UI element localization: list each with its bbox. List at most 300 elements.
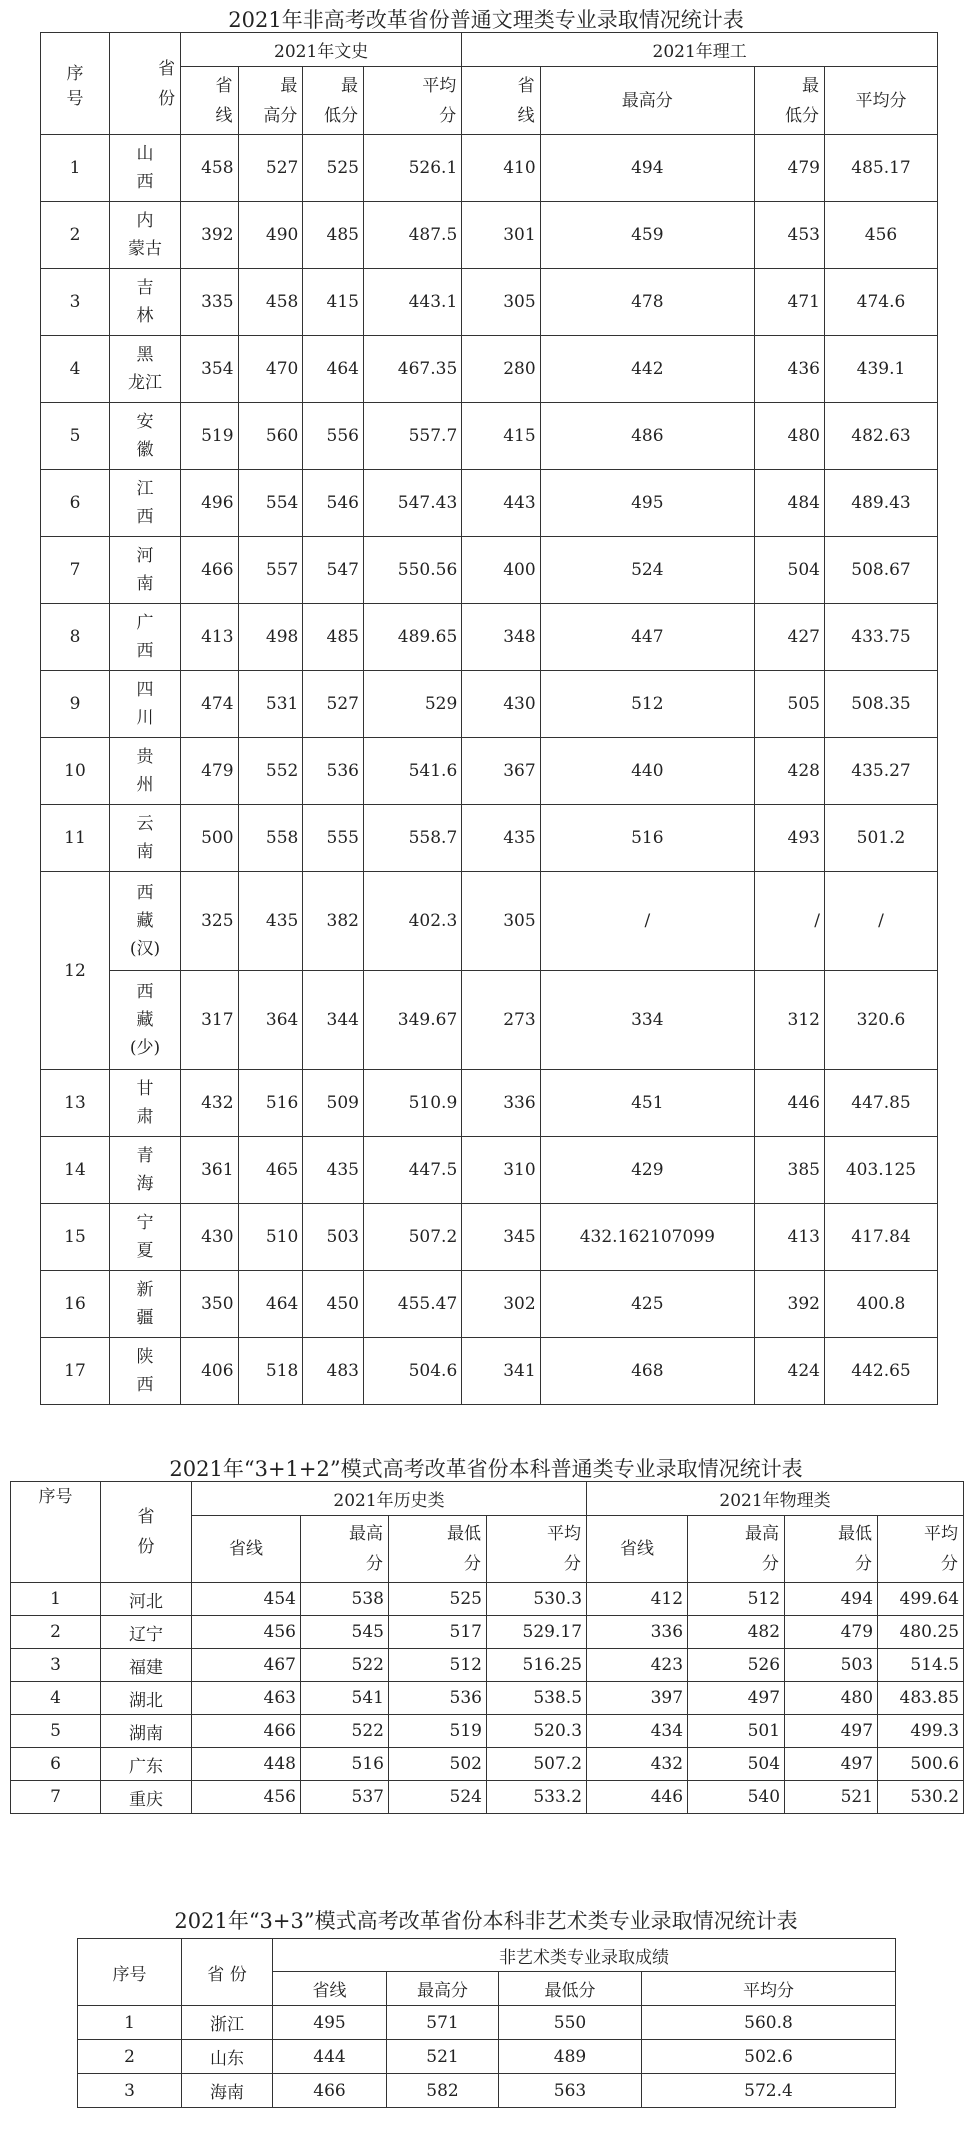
- value-cell: 522: [301, 1715, 389, 1748]
- value-cell: 490: [238, 202, 303, 269]
- value-cell: 397: [587, 1682, 688, 1715]
- row-index: 5: [11, 1715, 101, 1748]
- value-cell: 464: [238, 1271, 303, 1338]
- province-line: 西: [136, 507, 154, 527]
- row-province: [109, 971, 180, 1070]
- value-cell: 533.2: [487, 1781, 587, 1814]
- value-cell: 427: [754, 604, 824, 671]
- value-cell: 402.3: [363, 872, 461, 971]
- row-province: 重庆: [101, 1781, 192, 1814]
- row-province: 浙江: [182, 2006, 273, 2040]
- value-cell: 350: [181, 1271, 238, 1338]
- value-cell: 558: [238, 805, 303, 872]
- subheader-line: 省线: [620, 1539, 655, 1559]
- value-cell: 312: [754, 971, 824, 1070]
- value-cell: 367: [462, 738, 540, 805]
- subheader-line: 低分: [323, 105, 358, 126]
- value-cell: 497: [785, 1748, 878, 1781]
- value-cell: 361: [181, 1137, 238, 1204]
- value-cell: 305: [462, 872, 540, 971]
- value-cell: 541.6: [363, 738, 461, 805]
- value-cell: 480: [754, 403, 824, 470]
- value-cell: 520.3: [487, 1715, 587, 1748]
- row-province: 河北: [101, 1583, 192, 1616]
- value-cell: 498: [238, 604, 303, 671]
- subheader-line: 最: [340, 75, 358, 96]
- value-cell: 501: [688, 1715, 785, 1748]
- group-header-lishi: 2021年历史类: [192, 1482, 587, 1516]
- value-cell: 497: [785, 1715, 878, 1748]
- value-cell: 364: [238, 971, 303, 1070]
- value-cell: 443: [462, 470, 540, 537]
- value-cell: 440: [540, 738, 754, 805]
- row-province: [109, 336, 180, 403]
- value-cell: 508.67: [824, 537, 937, 604]
- value-cell: 334: [540, 971, 754, 1070]
- value-cell: 456: [824, 202, 937, 269]
- value-cell: 432.162107099: [540, 1204, 754, 1271]
- row-index: 16: [41, 1271, 110, 1338]
- value-cell: 433.75: [824, 604, 937, 671]
- value-cell: 446: [754, 1070, 824, 1137]
- row-province: [109, 738, 180, 805]
- row-province: [109, 1137, 180, 1204]
- value-cell: /: [824, 872, 937, 971]
- subheader-lishi: [389, 1516, 487, 1583]
- value-cell: 439.1: [824, 336, 937, 403]
- value-cell: 479: [785, 1616, 878, 1649]
- subheader-wuli: [688, 1516, 785, 1583]
- value-cell: 336: [587, 1616, 688, 1649]
- row-index: 5: [41, 403, 110, 470]
- province-line: 川: [136, 708, 154, 728]
- subheader-line: 最高: [349, 1524, 383, 1544]
- province-line: 甘: [136, 1079, 154, 1099]
- value-cell: 458: [181, 135, 238, 202]
- value-cell: 489.65: [363, 604, 461, 671]
- value-cell: 538.5: [487, 1682, 587, 1715]
- value-cell: 502.6: [642, 2040, 896, 2074]
- value-cell: 516.25: [487, 1649, 587, 1682]
- value-cell: 443.1: [363, 269, 461, 336]
- value-cell: 552: [238, 738, 303, 805]
- value-cell: 504: [754, 537, 824, 604]
- value-cell: 557: [238, 537, 303, 604]
- province-line: 西: [136, 883, 154, 903]
- row-index: 14: [41, 1137, 110, 1204]
- value-cell: 459: [540, 202, 754, 269]
- value-cell: 531: [238, 671, 303, 738]
- row-index: 7: [41, 537, 110, 604]
- subheader-wenshi: [363, 67, 461, 135]
- row-index: 3: [41, 269, 110, 336]
- subheader: 最低分: [499, 1972, 642, 2006]
- value-cell: 519: [389, 1715, 487, 1748]
- group-header-wuli: 2021年物理类: [587, 1482, 964, 1516]
- value-cell: 302: [462, 1271, 540, 1338]
- value-cell: 493: [754, 805, 824, 872]
- value-cell: 524: [540, 537, 754, 604]
- row-province: [109, 470, 180, 537]
- value-cell: 448: [192, 1748, 301, 1781]
- group-header: 非艺术类专业录取成绩: [273, 1939, 896, 1972]
- value-cell: 451: [540, 1070, 754, 1137]
- row-index: 7: [11, 1781, 101, 1814]
- value-cell: 444: [273, 2040, 387, 2074]
- value-cell: 345: [462, 1204, 540, 1271]
- subheader-line: 分: [941, 1554, 959, 1574]
- province-line: 南: [136, 842, 154, 862]
- row-index: 12: [41, 872, 110, 1070]
- value-cell: 510: [238, 1204, 303, 1271]
- value-cell: 280: [462, 336, 540, 403]
- value-cell: 382: [303, 872, 364, 971]
- province-line: 藏: [136, 1010, 154, 1030]
- subheader-line: 线: [215, 105, 233, 126]
- value-cell: 514.5: [878, 1649, 964, 1682]
- value-cell: 415: [462, 403, 540, 470]
- header-index-line: 序: [66, 63, 84, 84]
- value-cell: 320.6: [824, 971, 937, 1070]
- province-line: 夏: [136, 1241, 154, 1261]
- header-index: 序号: [78, 1939, 182, 2006]
- province-line: 蒙古: [128, 239, 163, 259]
- value-cell: 454: [192, 1583, 301, 1616]
- value-cell: 522: [301, 1649, 389, 1682]
- value-cell: 464: [303, 336, 364, 403]
- value-cell: 430: [462, 671, 540, 738]
- subheader-line: 省: [517, 75, 535, 96]
- value-cell: 471: [754, 269, 824, 336]
- value-cell: 496: [181, 470, 238, 537]
- subheader-lishi: [487, 1516, 587, 1583]
- value-cell: 536: [389, 1682, 487, 1715]
- value-cell: 547: [303, 537, 364, 604]
- province-line: 山: [136, 144, 154, 164]
- value-cell: 504.6: [363, 1338, 461, 1405]
- group-header-ligong: 2021年理工: [462, 33, 938, 67]
- value-cell: 547.43: [363, 470, 461, 537]
- row-province: [109, 202, 180, 269]
- province-line: 州: [136, 775, 154, 795]
- value-cell: 466: [273, 2074, 387, 2108]
- value-cell: 415: [303, 269, 364, 336]
- value-cell: 424: [754, 1338, 824, 1405]
- value-cell: 468: [540, 1338, 754, 1405]
- row-index: 1: [11, 1583, 101, 1616]
- value-cell: 479: [181, 738, 238, 805]
- value-cell: 474.6: [824, 269, 937, 336]
- row-province: [109, 671, 180, 738]
- value-cell: 554: [238, 470, 303, 537]
- row-index: 4: [11, 1682, 101, 1715]
- value-cell: 413: [181, 604, 238, 671]
- subheader-line: 分: [564, 1554, 582, 1574]
- value-cell: 526.1: [363, 135, 461, 202]
- value-cell: 465: [238, 1137, 303, 1204]
- value-cell: 385: [754, 1137, 824, 1204]
- value-cell: 563: [499, 2074, 642, 2108]
- subheader-wenshi: [181, 67, 238, 135]
- row-index: 3: [78, 2074, 182, 2108]
- row-province: [109, 1204, 180, 1271]
- value-cell: 516: [301, 1748, 389, 1781]
- value-cell: 455.47: [363, 1271, 461, 1338]
- value-cell: 467.35: [363, 336, 461, 403]
- value-cell: 521: [785, 1781, 878, 1814]
- value-cell: 458: [238, 269, 303, 336]
- value-cell: 489: [499, 2040, 642, 2074]
- value-cell: 525: [389, 1583, 487, 1616]
- value-cell: 317: [181, 971, 238, 1070]
- value-cell: 557.7: [363, 403, 461, 470]
- value-cell: 403.125: [824, 1137, 937, 1204]
- value-cell: 560.8: [642, 2006, 896, 2040]
- subheader-line: 线: [517, 105, 535, 126]
- value-cell: 435: [462, 805, 540, 872]
- row-index: 17: [41, 1338, 110, 1405]
- value-cell: 425: [540, 1271, 754, 1338]
- value-cell: 301: [462, 202, 540, 269]
- value-cell: 480: [785, 1682, 878, 1715]
- value-cell: 344: [303, 971, 364, 1070]
- value-cell: 447.5: [363, 1137, 461, 1204]
- value-cell: 442: [540, 336, 754, 403]
- province-line: 安: [136, 412, 154, 432]
- value-cell: 466: [181, 537, 238, 604]
- value-cell: 527: [238, 135, 303, 202]
- value-cell: 400: [462, 537, 540, 604]
- value-cell: 482: [688, 1616, 785, 1649]
- value-cell: 507.2: [363, 1204, 461, 1271]
- value-cell: 392: [181, 202, 238, 269]
- value-cell: 536: [303, 738, 364, 805]
- province-line: (少): [129, 1038, 161, 1058]
- value-cell: 446: [587, 1781, 688, 1814]
- value-cell: 512: [389, 1649, 487, 1682]
- table3: [77, 1938, 896, 2108]
- subheader-line: 最: [280, 75, 298, 96]
- value-cell: 400.8: [824, 1271, 937, 1338]
- province-line: 林: [136, 306, 154, 326]
- value-cell: 525: [303, 135, 364, 202]
- value-cell: 538: [301, 1583, 389, 1616]
- value-cell: 501.2: [824, 805, 937, 872]
- subheader-line: 高分: [263, 105, 298, 126]
- value-cell: 442.65: [824, 1338, 937, 1405]
- subheader-wenshi: [238, 67, 303, 135]
- value-cell: 335: [181, 269, 238, 336]
- value-cell: 519: [181, 403, 238, 470]
- value-cell: /: [540, 872, 754, 971]
- row-index: 15: [41, 1204, 110, 1271]
- value-cell: 537: [301, 1781, 389, 1814]
- value-cell: 546: [303, 470, 364, 537]
- table3-title: 2021年“3+3”模式高考改革省份本科非艺术类专业录取情况统计表: [174, 1909, 798, 1933]
- table1-title: 2021年非高考改革省份普通文理类专业录取情况统计表: [228, 8, 744, 32]
- value-cell: 485: [303, 202, 364, 269]
- row-province: 海南: [182, 2074, 273, 2108]
- province-line: 龙江: [128, 373, 163, 393]
- value-cell: 336: [462, 1070, 540, 1137]
- header-index: [41, 33, 110, 135]
- subheader-lishi: [301, 1516, 389, 1583]
- subheader-line: 省线: [229, 1539, 263, 1559]
- header-province-line: 省: [137, 1507, 155, 1527]
- value-cell: 354: [181, 336, 238, 403]
- value-cell: 410: [462, 135, 540, 202]
- province-line: 河: [136, 546, 154, 566]
- value-cell: 453: [754, 202, 824, 269]
- subheader-line: 分: [464, 1554, 481, 1574]
- row-province: 湖南: [101, 1715, 192, 1748]
- row-index: 1: [78, 2006, 182, 2040]
- value-cell: 530.3: [487, 1583, 587, 1616]
- row-province: 广东: [101, 1748, 192, 1781]
- value-cell: 325: [181, 872, 238, 971]
- value-cell: 484: [754, 470, 824, 537]
- province-line: 海: [136, 1174, 154, 1194]
- row-province: [109, 1338, 180, 1405]
- province-line: 西: [136, 172, 154, 192]
- value-cell: 500.6: [878, 1748, 964, 1781]
- value-cell: 470: [238, 336, 303, 403]
- row-province: 福建: [101, 1649, 192, 1682]
- value-cell: 556: [303, 403, 364, 470]
- header-province: [109, 33, 180, 135]
- value-cell: 517: [389, 1616, 487, 1649]
- value-cell: 489.43: [824, 470, 937, 537]
- province-line: 徽: [136, 440, 154, 460]
- value-cell: 497: [688, 1682, 785, 1715]
- value-cell: 482.63: [824, 403, 937, 470]
- province-line: 西: [136, 982, 154, 1002]
- value-cell: 450: [303, 1271, 364, 1338]
- subheader-line: 平均: [547, 1524, 582, 1544]
- province-line: 陕: [136, 1347, 154, 1367]
- value-cell: 516: [238, 1070, 303, 1137]
- value-cell: 412: [587, 1583, 688, 1616]
- province-line: 西: [136, 1375, 154, 1395]
- row-index: 2: [78, 2040, 182, 2074]
- row-province: 山东: [182, 2040, 273, 2074]
- value-cell: 447.85: [824, 1070, 937, 1137]
- subheader-line: 平均: [422, 75, 457, 96]
- value-cell: 521: [387, 2040, 499, 2074]
- province-line: (汉): [129, 939, 161, 959]
- value-cell: 582: [387, 2074, 499, 2108]
- row-index: 2: [11, 1616, 101, 1649]
- row-province: 湖北: [101, 1682, 192, 1715]
- value-cell: 432: [181, 1070, 238, 1137]
- value-cell: 485: [303, 604, 364, 671]
- value-cell: 507.2: [487, 1748, 587, 1781]
- row-index: 10: [41, 738, 110, 805]
- value-cell: 502: [389, 1748, 487, 1781]
- value-cell: 447: [540, 604, 754, 671]
- value-cell: 510.9: [363, 1070, 461, 1137]
- value-cell: 560: [238, 403, 303, 470]
- value-cell: 558.7: [363, 805, 461, 872]
- value-cell: 432: [587, 1748, 688, 1781]
- subheader: 省线: [273, 1972, 387, 2006]
- value-cell: 555: [303, 805, 364, 872]
- value-cell: 434: [587, 1715, 688, 1748]
- value-cell: 467: [192, 1649, 301, 1682]
- value-cell: 541: [301, 1682, 389, 1715]
- value-cell: 483.85: [878, 1682, 964, 1715]
- row-province: [109, 805, 180, 872]
- subheader-line: 分: [762, 1554, 780, 1574]
- subheader-wuli: [878, 1516, 964, 1583]
- subheader-line: 分: [439, 105, 457, 126]
- header-province: [101, 1482, 192, 1583]
- value-cell: 406: [181, 1338, 238, 1405]
- subheader-line: 分: [366, 1554, 383, 1574]
- value-cell: 417.84: [824, 1204, 937, 1271]
- province-line: 广: [136, 613, 154, 633]
- row-province: [109, 1070, 180, 1137]
- value-cell: 456: [192, 1616, 301, 1649]
- header-province-line: 份: [137, 1537, 155, 1557]
- value-cell: 273: [462, 971, 540, 1070]
- subheader-line: 最低: [838, 1524, 873, 1544]
- value-cell: 474: [181, 671, 238, 738]
- province-line: 云: [136, 814, 154, 834]
- subheader-line: 最高: [745, 1524, 780, 1544]
- subheader-lishi: [192, 1516, 301, 1583]
- province-line: 南: [136, 574, 154, 594]
- row-index: 2: [41, 202, 110, 269]
- subheader-line: 低分: [784, 105, 819, 126]
- province-line: 藏: [136, 911, 154, 931]
- header-province-line: 省: [158, 58, 176, 79]
- province-line: 肃: [136, 1107, 154, 1127]
- value-cell: 478: [540, 269, 754, 336]
- value-cell: 503: [785, 1649, 878, 1682]
- value-cell: 435: [303, 1137, 364, 1204]
- value-cell: 428: [754, 738, 824, 805]
- value-cell: 540: [688, 1781, 785, 1814]
- value-cell: 550: [499, 2006, 642, 2040]
- value-cell: 499.64: [878, 1583, 964, 1616]
- subheader-line: 最: [801, 75, 819, 96]
- value-cell: 503: [303, 1204, 364, 1271]
- header-province-line: 份: [158, 88, 176, 109]
- subheader-ligong: [824, 67, 937, 135]
- value-cell: 430: [181, 1204, 238, 1271]
- value-cell: 436: [754, 336, 824, 403]
- province-line: 宁: [136, 1213, 154, 1233]
- row-province: [109, 135, 180, 202]
- value-cell: 529: [363, 671, 461, 738]
- value-cell: /: [754, 872, 824, 971]
- row-index: 6: [11, 1748, 101, 1781]
- province-line: 西: [136, 641, 154, 661]
- subheader-line: 省: [215, 75, 233, 96]
- province-line: 新: [136, 1280, 154, 1300]
- subheader-wuli: [785, 1516, 878, 1583]
- value-cell: 499.3: [878, 1715, 964, 1748]
- value-cell: 463: [192, 1682, 301, 1715]
- row-province: [109, 872, 180, 971]
- subheader: 平均分: [642, 1972, 896, 2006]
- value-cell: 456: [192, 1781, 301, 1814]
- subheader-line: 平均: [924, 1524, 959, 1544]
- row-province: [109, 604, 180, 671]
- value-cell: 487.5: [363, 202, 461, 269]
- row-index: 1: [41, 135, 110, 202]
